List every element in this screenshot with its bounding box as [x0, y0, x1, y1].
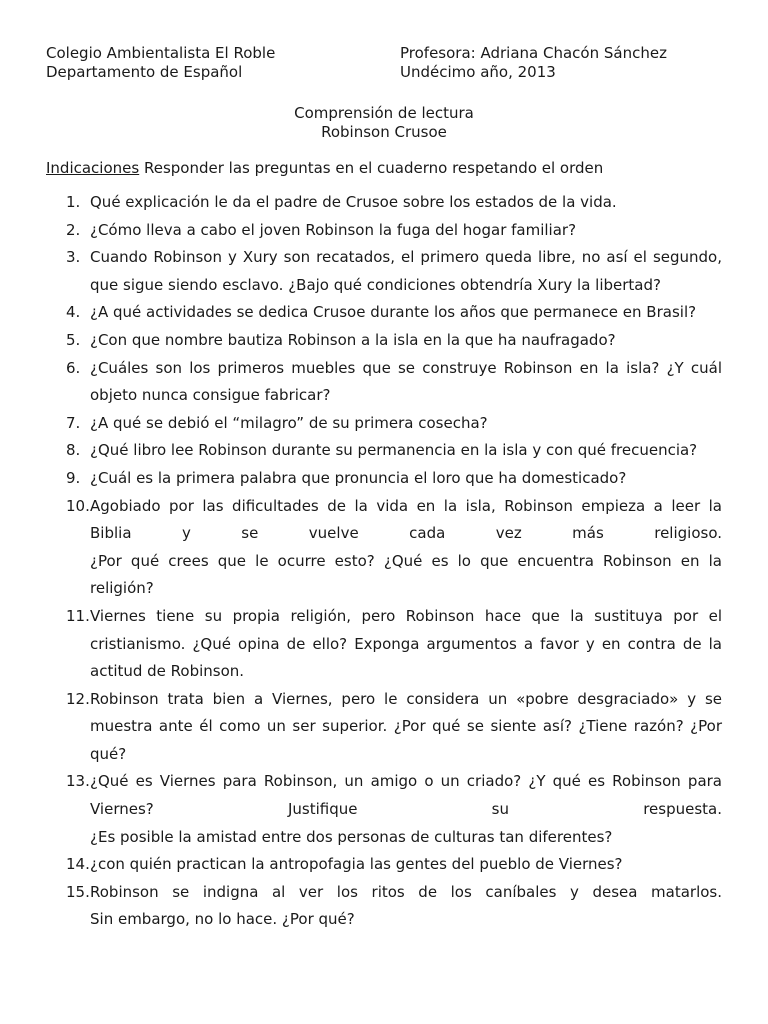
question-item: [66, 493, 722, 603]
teacher-name: Profesora: Adriana Chacón Sánchez: [400, 44, 667, 62]
question-number: 8.: [66, 441, 81, 460]
instructions: [46, 159, 603, 177]
question-text: cristianismo. ¿Qué opina de ello? Exponga argumentos a favor y en contra de la: [90, 634, 722, 653]
question-line: [66, 741, 722, 769]
question-item: [66, 465, 722, 493]
question-line: [66, 355, 722, 383]
question-text: Robinson se indigna al ver los ritos de los caníbales y desea matarlos.: [90, 882, 722, 901]
question-line: [66, 658, 722, 686]
title-line-2: Robinson Crusoe: [321, 123, 447, 141]
question-number: 6.: [66, 358, 81, 377]
question-number: 7.: [66, 413, 81, 432]
question-text: Agobiado por las dificultades de la vida en la isla, Robinson empieza a leer la: [90, 496, 722, 515]
question-line: [66, 824, 722, 852]
question-number: 1.: [66, 193, 81, 211]
question-number: 14.: [66, 855, 90, 874]
question-line: [66, 189, 722, 217]
question-line: [66, 906, 722, 934]
question-text: que sigue siendo esclavo. ¿Bajo qué condiciones obtendría Xury la libertad?: [90, 275, 661, 294]
question-text: actitud de Robinson.: [90, 662, 245, 681]
question-item: [66, 355, 722, 410]
question-number: 4.: [66, 303, 81, 322]
question-text: Qué explicación le da el padre de Crusoe sobre los estados de la vida.: [90, 193, 617, 211]
question-text: ¿con quién practican la antropofagia las gentes del pueblo de Viernes?: [90, 855, 623, 874]
question-number: 3.: [66, 248, 81, 267]
question-line: [66, 520, 722, 548]
title-line-1: Comprensión de lectura: [294, 104, 474, 122]
grade-year: Undécimo año, 2013: [400, 63, 556, 81]
question-number: 12.: [66, 689, 90, 708]
question-item: [66, 879, 722, 934]
question-item: [66, 299, 722, 327]
question-item: [66, 189, 722, 217]
question-line: [66, 327, 722, 355]
question-line: [66, 603, 722, 631]
question-text: muestra ante él como un ser superior. ¿Por qué se siente así? ¿Tiene razón? ¿Por: [90, 717, 722, 736]
question-list: [66, 189, 722, 934]
question-line: [66, 796, 722, 824]
question-line: [66, 575, 722, 603]
question-text: ¿Cuáles son los primeros muebles que se construye Robinson en la isla? ¿Y cuál: [90, 358, 722, 377]
header-right: [400, 44, 730, 82]
question-number: 15.: [66, 882, 90, 901]
question-item: [66, 244, 722, 299]
question-line: [66, 217, 722, 245]
instructions-text: Responder las preguntas en el cuaderno respetando el orden: [139, 159, 604, 177]
question-line: [66, 548, 722, 576]
question-number: 13.: [66, 772, 90, 791]
question-line: [66, 244, 722, 272]
question-line: [66, 768, 722, 796]
question-text: Biblia y se vuelve cada vez más religioso.: [90, 524, 722, 543]
question-text: ¿Qué es Viernes para Robinson, un amigo o un criado? ¿Y qué es Robinson para: [90, 772, 722, 791]
question-text: ¿Cómo lleva a cabo el joven Robinson la fuga del hogar familiar?: [90, 220, 577, 239]
question-line: [66, 493, 722, 521]
question-item: [66, 768, 722, 851]
document-title: [0, 104, 768, 142]
question-text: Robinson trata bien a Viernes, pero le considera un «pobre desgraciado» y se: [90, 689, 722, 708]
question-line: [66, 631, 722, 659]
question-item: [66, 851, 722, 879]
question-text: Viernes tiene su propia religión, pero Robinson hace que la sustituya por el: [90, 606, 722, 625]
school-name: Colegio Ambientalista El Roble: [46, 44, 276, 62]
question-line: [66, 879, 722, 907]
question-line: [66, 272, 722, 300]
question-text: ¿Cuál es la primera palabra que pronuncia el loro que ha domesticado?: [90, 468, 627, 487]
instructions-label: Indicaciones: [46, 159, 140, 177]
question-line: [66, 382, 722, 410]
question-item: [66, 410, 722, 438]
question-text: ¿A qué se debió el “milagro” de su primera cosecha?: [90, 413, 488, 432]
question-text: ¿Con que nombre bautiza Robinson a la isla en la que ha naufragado?: [90, 330, 616, 349]
question-line: [66, 851, 722, 879]
question-number: 9.: [66, 468, 81, 487]
question-text: Viernes? Justifique su respuesta.: [90, 800, 722, 819]
question-line: [66, 713, 722, 741]
question-line: [66, 410, 722, 438]
question-text: objeto nunca consigue fabricar?: [90, 386, 331, 405]
question-text: ¿A qué actividades se dedica Crusoe durante los años que permanece en Brasil?: [90, 303, 697, 322]
question-item: [66, 437, 722, 465]
question-line: [66, 299, 722, 327]
question-item: [66, 217, 722, 245]
department-name: Departamento de Español: [46, 63, 243, 81]
question-text: Cuando Robinson y Xury son recatados, el primero queda libre, no así el segundo,: [90, 248, 722, 267]
question-text: ¿Qué libro lee Robinson durante su permanencia en la isla y con qué frecuencia?: [90, 441, 698, 460]
question-number: 2.: [66, 220, 81, 239]
question-line: [66, 437, 722, 465]
question-number: 5.: [66, 330, 81, 349]
question-text: Sin embargo, no lo hace. ¿Por qué?: [90, 910, 355, 929]
question-text: ¿Es posible la amistad entre dos personas de culturas tan diferentes?: [90, 827, 613, 846]
question-line: [66, 686, 722, 714]
question-text: qué?: [90, 744, 127, 763]
question-item: [66, 327, 722, 355]
header-left: [46, 44, 396, 82]
question-number: 11.: [66, 606, 90, 625]
question-text: religión?: [90, 579, 154, 598]
question-text: ¿Por qué crees que le ocurre esto? ¿Qué es lo que encuentra Robinson en la: [90, 551, 722, 570]
question-item: [66, 603, 722, 686]
question-line: [66, 465, 722, 493]
question-number: 10.: [66, 496, 90, 515]
question-item: [66, 686, 722, 769]
